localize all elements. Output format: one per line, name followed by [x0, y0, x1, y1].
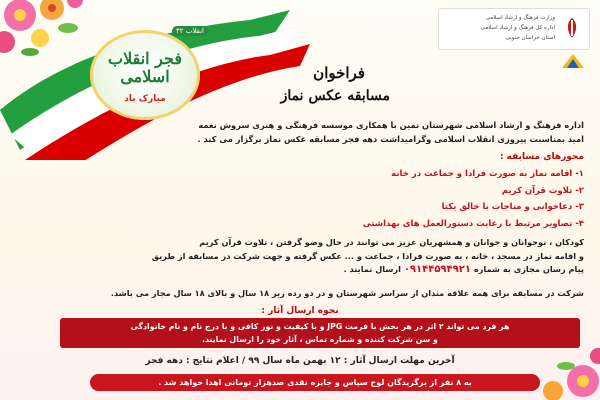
participation-line: و اقامه نماز در مسجد ، خانه ، به صورت فرادا ، جماعت و ... عکس گرفته و جهت شرکت در مسابقه از طریق: [151, 250, 584, 261]
axis-item: ۳- دعاخوانی و مناجات با خالق یکتا: [441, 202, 584, 212]
ministry-logo: [438, 8, 590, 50]
submission-heading: نحوه ارسال آثار :: [261, 306, 339, 316]
submission-line: هر فرد می تواند ۲ اثر در هر بخش با فرمت JPG و با کیفیت و نور کافی و با درج نام و نام خانوادگی: [130, 322, 510, 331]
intro-line: اداره فرهنگ و ارشاد اسلامی شهرستان نمین با همکاری موسسه فرهنگی و هنری سروش نغمه: [198, 120, 584, 130]
axis-item: ۴- تصاویر مرتبط با رعایت دستورالعمل های بهداشتی: [362, 218, 584, 229]
eligibility-note: شرکت در مسابقه برای همه علاقه مندان از سراسر شهرستان و در دو رده زیر ۱۸ سال و بالای ۱۸ سال مجاز می باشد.: [110, 288, 584, 298]
org-line: استان خراسان جنوبی: [505, 35, 555, 41]
participation-post: ارسال نمایند .: [343, 264, 401, 274]
phone-number: ۰۹۱۴۴۵۹۴۹۲۱: [403, 264, 471, 275]
axes-list: [164, 166, 584, 232]
participation-text: [59, 236, 584, 277]
prize-banner: به ۸ نفر از برگزیدگان لوح سپاس و جایزه نقدی صدهزار تومانی اهدا خواهد شد .: [90, 374, 540, 391]
page-title: فراخوان: [313, 64, 365, 82]
axes-heading: محورهای مسابقه :: [499, 152, 584, 162]
axis-item: ۱- اقامه نماز به صورت فرادا و جماعت در خانه: [391, 169, 584, 179]
emblem-badge: انقلاب ۴۲: [172, 26, 208, 36]
org-line: وزارت فرهنگ و ارشاد اسلامی: [485, 15, 555, 21]
page-subtitle: مسابقه عکس نماز: [280, 88, 390, 104]
axis-item: ۲- تلاوت قرآن کریم: [501, 185, 584, 196]
submission-line: و سن شرکت کننده و شماره تماس ، آثار خود را ارسال نمایند.: [202, 335, 438, 344]
submission-box: [60, 318, 580, 348]
intro-line: امید بمناسبت پیروزی انقلاب اسلامی وگرامیداشت دهه فجر مسابقه عکس نماز برگزار می کند .: [197, 134, 584, 144]
emblem-title: فجر انقلاب اسلامی: [108, 49, 182, 86]
participation-line: [59, 263, 584, 277]
iran-emblem-icon: [561, 16, 583, 40]
emblem-subtitle: مبارک باد: [124, 94, 166, 104]
fajr-emblem: [90, 27, 204, 120]
participation-line: کودکان ، نوجوانان و جوانان و همشهریان عزیز می توانند در حال وضو گرفتن ، تلاوت قرآن کریم: [199, 237, 584, 247]
deadline-text: آخرین مهلت ارسال آثار : ۱۲ بهمن ماه سال ۹۹ / اعلام نتایج : دهه فجر: [145, 356, 455, 366]
organization-mark-icon: [560, 52, 586, 70]
participation-pre: پیام رسان مجازی به شماره: [473, 264, 584, 274]
org-line: اداره کل فرهنگ و ارشاد اسلامی: [480, 25, 555, 31]
intro-text: [114, 118, 584, 146]
